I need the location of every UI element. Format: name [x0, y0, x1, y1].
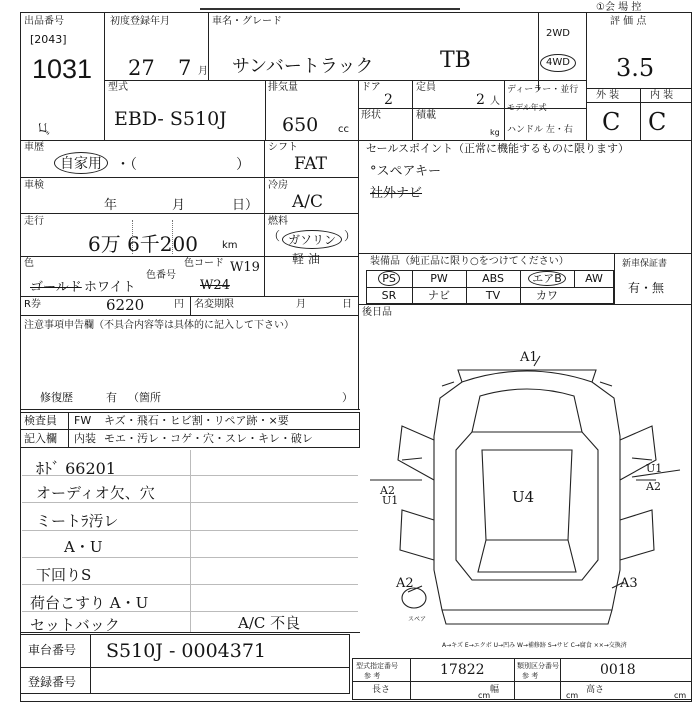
- grid-line: [614, 253, 615, 304]
- equip-leather: カワ: [536, 289, 558, 302]
- score-label: 評 価 点: [610, 16, 647, 27]
- grade: TB: [440, 48, 471, 73]
- form-ref: 参 考: [364, 672, 381, 680]
- grid-line: [190, 296, 191, 315]
- grid-line: [104, 80, 586, 81]
- drive-2wd: 2WD: [546, 28, 570, 39]
- equip-sr: SR: [381, 289, 397, 302]
- damage-mark: A3: [620, 576, 638, 591]
- interior-label: 内 装: [650, 90, 674, 101]
- grid-line: [358, 140, 359, 409]
- grid-line: [20, 667, 350, 668]
- damage-mark: U1: [382, 494, 399, 507]
- drive-4wd: 4WD: [540, 54, 576, 72]
- grid-line: [410, 658, 411, 700]
- shift-value: FAT: [294, 154, 328, 174]
- displacement-unit: cc: [338, 124, 349, 135]
- note-line: 荷台こすり A・U: [30, 594, 149, 612]
- repair-close: ）: [342, 391, 353, 404]
- mileage-divider: [132, 220, 133, 254]
- class-label: 類別区分番号: [517, 662, 559, 670]
- capacity-label: 定員: [416, 82, 436, 93]
- width-unit: cm: [566, 691, 579, 700]
- reg-month-unit: 月: [198, 66, 208, 77]
- grid-line: [586, 88, 692, 89]
- name-change-day: 日: [342, 299, 352, 310]
- mileage-divider: [172, 220, 173, 254]
- usage-label: 車歴: [24, 142, 44, 153]
- equip-airbag-label: エアB: [528, 271, 566, 286]
- fuel-label: 燃料: [268, 216, 288, 227]
- mileage-label: 走行: [24, 216, 44, 227]
- capacity-value: 2: [476, 92, 485, 108]
- chassis-value: S510J - 0004371: [106, 640, 267, 662]
- equipment-label: 装備品（純正品に限り○をつけてください）: [370, 256, 569, 267]
- exterior-grade: C: [602, 108, 621, 136]
- note-line: ﾎﾄﾞ 66201: [36, 459, 116, 478]
- grid-line: [20, 429, 360, 430]
- color-code-strike: W24: [200, 278, 230, 293]
- repair-place: （箇所: [128, 391, 161, 404]
- grid-line: [265, 80, 266, 140]
- note-line: A/C 不良: [238, 614, 301, 632]
- site-mark: ①会 場 控: [596, 2, 642, 13]
- equip-ps: [366, 270, 412, 287]
- inspector-label: 検査員: [24, 414, 57, 427]
- grid-line: [20, 632, 360, 633]
- entry-items: モエ・汚レ・コゲ・穴・スレ・キレ・破レ: [104, 432, 313, 445]
- type-label: 型式: [108, 82, 128, 93]
- fuel-paren-close: ）: [344, 229, 357, 243]
- shape-label: 形状: [361, 110, 381, 121]
- grid-line: [358, 108, 586, 109]
- grid-line: [20, 409, 360, 410]
- equip-pw: PW: [430, 272, 448, 285]
- inspection-day: 日）: [232, 198, 259, 213]
- usage-rest: ・（: [116, 157, 137, 173]
- entry-label: 記入欄: [24, 432, 57, 445]
- warranty-label: 新車保証書: [622, 259, 668, 269]
- inspection-year: 年: [104, 198, 118, 213]
- note-margin: [190, 450, 191, 632]
- damage-mark: U4: [512, 488, 535, 506]
- height-label: 高さ: [586, 685, 605, 695]
- displacement-label: 排気量: [268, 82, 298, 93]
- grid-line: [20, 296, 358, 297]
- damage-legend: A→キズ E→エクボ U→凹み W→補修跡 S→サビ C→腐食 ××→交換済: [442, 642, 627, 649]
- lot-prefix: [2043]: [30, 33, 67, 46]
- class-value: 0018: [600, 662, 636, 678]
- dealer-label: ディーラー・並行: [507, 85, 579, 95]
- model-year-label: モデル年式: [507, 103, 547, 112]
- exterior-label: 外 装: [596, 90, 620, 101]
- color-code-label2: 色コード: [184, 258, 224, 269]
- inspector-items: キズ・飛石・ヒビ割・リペア跡・×要: [104, 414, 289, 427]
- notes-label: 注意事項申告欄（不具合内容等は具体的に記入して下さい）: [24, 320, 294, 331]
- damage-mark: A2: [646, 480, 661, 493]
- equip-aw: AW: [585, 272, 603, 285]
- grid-line: [208, 12, 209, 80]
- note-line: オーディオ欠、穴: [36, 484, 155, 502]
- form-label: 型式指定番号: [356, 662, 398, 670]
- name-change-month: 月: [296, 299, 306, 310]
- doors-value: 2: [384, 92, 393, 108]
- inspection-label: 車検: [24, 180, 44, 191]
- color-value: ホワイト: [84, 280, 136, 295]
- repair-value: 有: [106, 391, 117, 404]
- color-strike: ゴールド: [30, 280, 82, 295]
- equip-abs: ABS: [482, 272, 504, 285]
- equip-tv: TV: [485, 289, 501, 302]
- lot-no: 1031: [32, 54, 93, 84]
- load-kg: kg: [490, 128, 500, 137]
- top-cut-title: [200, 0, 460, 10]
- grid-line: [90, 634, 91, 694]
- ac-value: A/C: [292, 192, 324, 212]
- shift-label: シフト: [268, 142, 298, 153]
- grid-line: [20, 315, 358, 316]
- grid-line: [514, 658, 515, 700]
- length-label: 長さ: [372, 685, 391, 695]
- handle-label: ハンドル 左・右: [507, 125, 573, 135]
- after-install-label: 後日品: [362, 307, 392, 318]
- grid-line: [504, 80, 505, 140]
- equip-navi: ナビ: [428, 289, 450, 302]
- grid-line: [560, 658, 561, 700]
- note-line: ミートﾗ汚レ: [36, 512, 119, 530]
- score-value: 3.5: [616, 54, 655, 82]
- sales-point-2: 社外ナビ: [370, 186, 423, 201]
- entry-interior: 内装: [74, 432, 96, 445]
- color-code-value: W19: [230, 260, 260, 275]
- width-label: 幅: [490, 685, 500, 695]
- fuel-paren: （: [268, 229, 281, 243]
- grid-line: [538, 12, 539, 90]
- type-value: EBD- S510J: [114, 108, 227, 130]
- form-value: 17822: [440, 662, 485, 678]
- displacement-value: 650: [282, 114, 319, 136]
- note-line: A・U: [64, 538, 103, 556]
- damage-mark: A1: [520, 350, 538, 365]
- grid-line: [104, 12, 105, 140]
- height-unit: cm: [674, 691, 687, 700]
- recycle-value: 6220: [106, 296, 145, 314]
- equip-ps-label: PS: [378, 271, 400, 286]
- reg-month: 7: [178, 56, 192, 80]
- doors-label: ドア: [361, 82, 381, 93]
- grid-line: [640, 88, 641, 140]
- reg-label: 初度登録年月: [110, 16, 170, 27]
- color-code-label: 色番号: [146, 270, 176, 281]
- car-name: サンバートラック: [232, 56, 374, 77]
- capacity-unit: 人: [490, 96, 500, 107]
- lot-no-label: 出品番号: [24, 16, 64, 27]
- spare-label: スペア: [408, 616, 427, 623]
- usage-close: ）: [236, 157, 250, 173]
- reg-year: 27: [128, 56, 155, 80]
- grid-line: [358, 253, 692, 254]
- repair-label: 修復歴: [40, 391, 73, 404]
- damage-mark: U1: [646, 462, 663, 475]
- recycle-label: R券: [24, 299, 41, 310]
- note-line: 下回りS: [36, 566, 92, 584]
- grid-line: [20, 177, 358, 178]
- sales-point-label: セールスポイント（正常に機能するものに限ります）: [366, 142, 630, 155]
- mileage-unit: km: [222, 240, 238, 251]
- grid-line: [264, 140, 265, 296]
- note-line: セットバック: [30, 616, 120, 634]
- reg-no-label: 登録番号: [28, 675, 77, 689]
- damage-mark: A2: [396, 576, 414, 591]
- grid-line: [586, 102, 692, 103]
- equip-airbag: [520, 270, 574, 287]
- warranty-value: 有・無: [628, 281, 665, 295]
- interior-grade: C: [648, 108, 667, 136]
- length-unit: cm: [478, 691, 491, 700]
- usage-value: 自家用: [54, 152, 108, 174]
- fuel-value: ガソリン: [282, 230, 342, 249]
- load-label: 積載: [416, 110, 436, 121]
- grid-line: [586, 12, 587, 140]
- grid-line: [20, 213, 358, 214]
- inspection-month: 月: [172, 198, 186, 213]
- grid-line: [412, 80, 413, 140]
- grid-line: [20, 140, 692, 141]
- recycle-unit: 円: [174, 299, 184, 310]
- model-name-label: 車名・グレード: [212, 16, 282, 27]
- ac-label: 冷房: [268, 180, 288, 191]
- corner-mark: ゴ: [34, 121, 50, 135]
- grid-line: [358, 304, 692, 305]
- name-change-label: 名変期限: [194, 299, 234, 310]
- damage-mark: A2: [380, 484, 395, 497]
- class-ref: 参 考: [522, 672, 539, 680]
- mileage-value: 6万 6千200: [88, 232, 198, 256]
- fuel-diesel: 軽 油: [292, 252, 320, 266]
- sales-point-1: °スペアキー: [370, 164, 441, 179]
- chassis-label: 車台番号: [28, 643, 77, 657]
- grid-line: [358, 80, 359, 140]
- grid-line: [68, 412, 69, 448]
- color-label: 色: [24, 258, 34, 269]
- inspector-fw: FW: [74, 414, 92, 427]
